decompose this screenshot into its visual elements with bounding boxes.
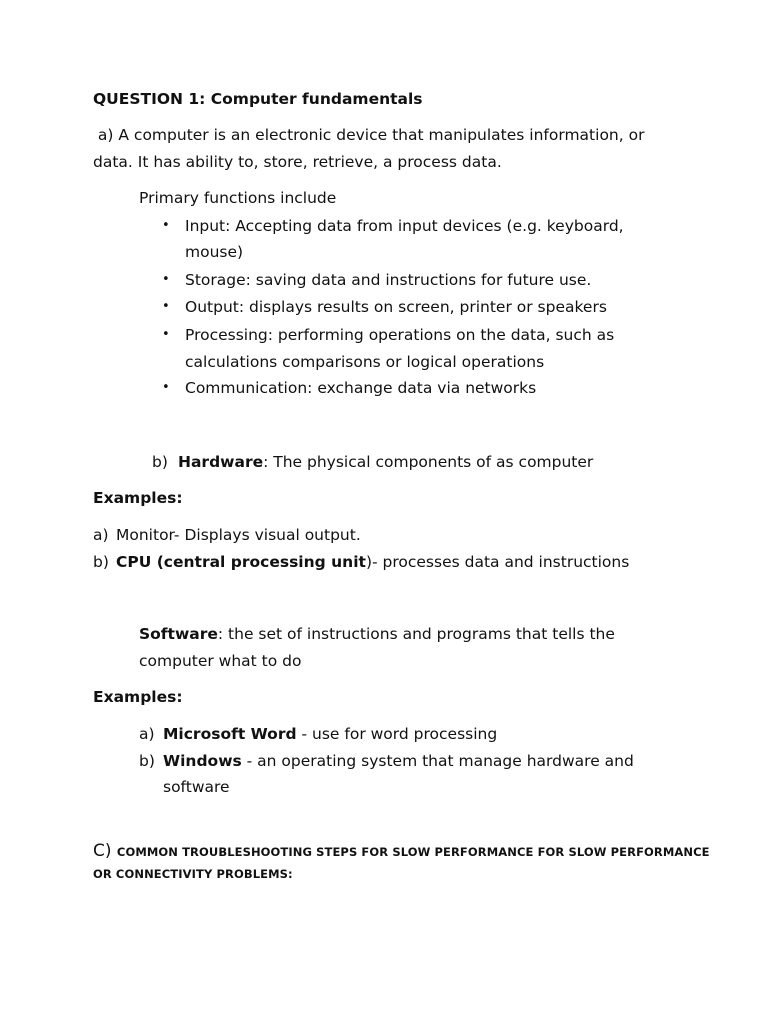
software-example-marker: a) xyxy=(139,725,155,743)
hardware-example-monitor: Monitor- Displays visual output. xyxy=(116,526,361,544)
hardware-example-cpu xyxy=(116,552,629,572)
function-item-input-cont: mouse) xyxy=(185,243,244,261)
word-term: Microsoft Word xyxy=(163,725,297,743)
windows-term: Windows xyxy=(163,752,242,770)
part-c-marker: C) xyxy=(93,841,117,861)
part-b-marker: b) xyxy=(152,453,168,471)
software-definition-cont: computer what to do xyxy=(139,652,302,670)
part-c-heading xyxy=(93,841,710,862)
software-example-marker: b) xyxy=(139,752,155,770)
function-item-output: Output: displays results on screen, printer or speakers xyxy=(185,298,607,316)
hardware-example-marker: b) xyxy=(93,553,109,571)
software-term: Software xyxy=(139,625,218,643)
cpu-text: )- processes data and instructions xyxy=(365,553,630,571)
software-example-windows xyxy=(163,751,634,771)
cpu-term: CPU (central processing unit xyxy=(116,553,366,571)
function-item-storage: Storage: saving data and instructions for future use. xyxy=(185,271,592,289)
part-c-line-1: COMMON TROUBLESHOOTING STEPS FOR SLOW PERFORMANCE FOR SLOW PERFORMANCE xyxy=(116,845,710,859)
software-def-text: : the set of instructions and programs that tells the xyxy=(217,625,615,643)
part-a-line-1: a) A computer is an electronic device that manipulates information, or xyxy=(93,126,645,144)
software-definition xyxy=(139,624,615,644)
function-item-processing-cont: calculations comparisons or logical operations xyxy=(185,353,545,371)
function-item-input: Input: Accepting data from input devices (e.g. keyboard, xyxy=(185,217,624,235)
bullet-marker: • xyxy=(162,218,170,233)
software-example-word xyxy=(163,724,497,744)
hardware-def-text: : The physical components of as computer xyxy=(263,453,594,471)
part-c-line-2: OR CONNECTIVITY PROBLEMS: xyxy=(93,867,293,881)
part-a-line-2: data. It has ability to, store, retrieve, a process data. xyxy=(93,153,502,171)
windows-text: - an operating system that manage hardware and xyxy=(241,752,634,770)
hardware-term: Hardware xyxy=(178,453,264,471)
function-item-processing: Processing: performing operations on the data, such as xyxy=(185,326,615,344)
examples-label: Examples: xyxy=(93,688,183,706)
bullet-marker: • xyxy=(162,299,170,314)
examples-label: Examples: xyxy=(93,489,183,507)
question-heading: QUESTION 1: Computer fundamentals xyxy=(93,90,423,108)
word-text: - use for word processing xyxy=(296,725,498,743)
function-item-communication: Communication: exchange data via networks xyxy=(185,379,537,397)
functions-intro: Primary functions include xyxy=(139,189,337,207)
software-example-windows-cont: software xyxy=(163,778,230,796)
hardware-definition xyxy=(178,452,593,472)
bullet-marker: • xyxy=(162,272,170,287)
bullet-marker: • xyxy=(162,380,170,395)
hardware-example-marker: a) xyxy=(93,526,109,544)
bullet-marker: • xyxy=(162,327,170,342)
